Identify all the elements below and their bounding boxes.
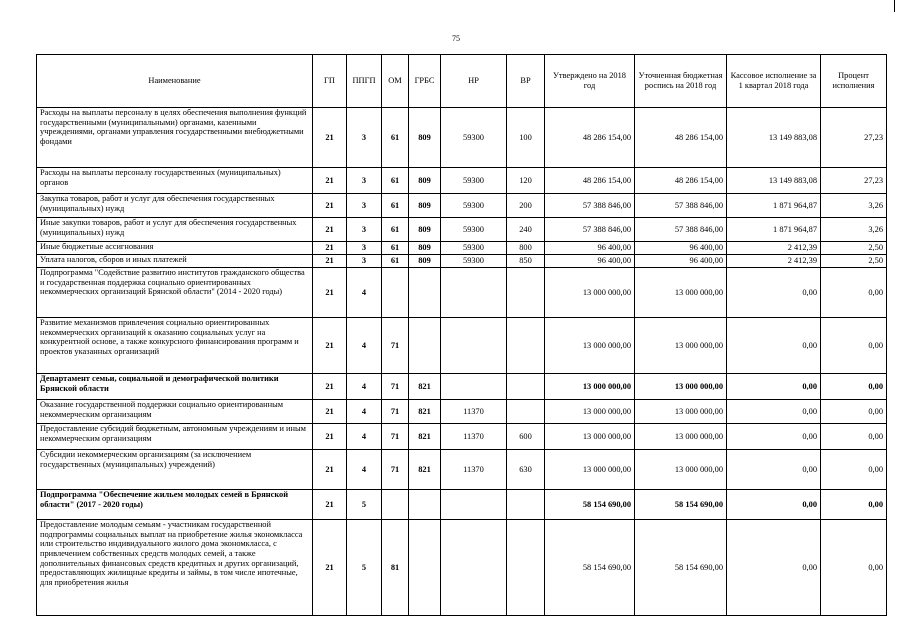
cell-name: Развитие механизмов привлечения социально ориентированных некоммерческих организаций к оказанию социальных услуг на конкурентной основе, а также конкурсного финансирования программ и проектов указанных организаций (37, 318, 313, 374)
cell-grbs: 809 (409, 255, 441, 268)
header-name: Наименование (37, 55, 313, 108)
cell-np: 59300 (441, 242, 507, 255)
cell-approved: 57 388 846,00 (545, 218, 635, 242)
cell-om: 61 (382, 218, 409, 242)
table-body (37, 108, 887, 616)
cell-grbs: 809 (409, 168, 441, 194)
cell-cash: 0,00 (727, 318, 821, 374)
header-cash: Кассовое исполнение за 1 квартал 2018 года (727, 55, 821, 108)
cell-ppgp: 5 (347, 520, 382, 616)
cell-gp: 21 (313, 218, 347, 242)
cell-om: 81 (382, 520, 409, 616)
cell-np (441, 374, 507, 400)
cell-gp: 21 (313, 374, 347, 400)
cell-np: 59300 (441, 194, 507, 218)
cell-cash: 0,00 (727, 400, 821, 424)
cell-vr: 200 (507, 194, 545, 218)
table-row (37, 242, 887, 255)
cell-vr: 100 (507, 108, 545, 168)
cell-grbs: 809 (409, 242, 441, 255)
header-grbs: ГРБС (409, 55, 441, 108)
table-row (37, 255, 887, 268)
cell-percent: 0,00 (821, 400, 887, 424)
cell-revised: 13 000 000,00 (635, 424, 727, 450)
cell-percent: 0,00 (821, 318, 887, 374)
cell-grbs: 809 (409, 108, 441, 168)
cell-cash: 0,00 (727, 520, 821, 616)
cell-gp: 21 (313, 168, 347, 194)
cell-approved: 13 000 000,00 (545, 400, 635, 424)
cell-cash: 0,00 (727, 490, 821, 520)
cell-cash: 0,00 (727, 268, 821, 318)
cell-ppgp: 4 (347, 424, 382, 450)
header-gp: ГП (313, 55, 347, 108)
cell-ppgp: 4 (347, 318, 382, 374)
cell-cash: 13 149 883,08 (727, 108, 821, 168)
header-revised: Уточненная бюджетная роспись на 2018 год (635, 55, 727, 108)
cell-vr (507, 318, 545, 374)
cell-np: 59300 (441, 108, 507, 168)
cell-revised: 13 000 000,00 (635, 450, 727, 490)
cell-name: Предоставление субсидий бюджетным, автономным учреждениям и иным некоммерческим организациям (37, 424, 313, 450)
cell-om: 71 (382, 424, 409, 450)
cell-grbs (409, 490, 441, 520)
cell-approved: 13 000 000,00 (545, 424, 635, 450)
cell-ppgp: 3 (347, 255, 382, 268)
cell-approved: 57 388 846,00 (545, 194, 635, 218)
cell-name: Предоставление молодым семьям - участникам государственной подпрограммы социальных выплат на приобретение жилья экономкласса или строительство индивидуального жилого дома экономкласса, с привлечением собственных средств молодых семей, а также дополнительных финансовых средств кредитных и других организаций, предоставляющих жилищные кредиты и займы, в том числе ипотечные, для приобретения жилья (37, 520, 313, 616)
cell-gp: 21 (313, 268, 347, 318)
cell-grbs: 821 (409, 450, 441, 490)
cell-approved: 96 400,00 (545, 242, 635, 255)
table-row (37, 318, 887, 374)
cell-revised: 13 000 000,00 (635, 318, 727, 374)
header-om: ОМ (382, 55, 409, 108)
table-row (37, 108, 887, 168)
cell-revised: 57 388 846,00 (635, 218, 727, 242)
table-row (37, 450, 887, 490)
cell-gp: 21 (313, 450, 347, 490)
cell-om: 61 (382, 194, 409, 218)
cell-grbs: 809 (409, 194, 441, 218)
cell-percent: 2,50 (821, 255, 887, 268)
cell-revised: 58 154 690,00 (635, 490, 727, 520)
cell-cash: 0,00 (727, 450, 821, 490)
cell-revised: 57 388 846,00 (635, 194, 727, 218)
table-row (37, 400, 887, 424)
cell-ppgp: 4 (347, 450, 382, 490)
cell-om (382, 490, 409, 520)
cell-approved: 13 000 000,00 (545, 374, 635, 400)
cell-name: Оказание государственной поддержки социально ориентированным некоммерческим организациям (37, 400, 313, 424)
cell-revised: 48 286 154,00 (635, 168, 727, 194)
cell-vr (507, 490, 545, 520)
table-row (37, 374, 887, 400)
cell-ppgp: 3 (347, 108, 382, 168)
cell-approved: 13 000 000,00 (545, 268, 635, 318)
cell-approved: 48 286 154,00 (545, 108, 635, 168)
cell-ppgp: 3 (347, 168, 382, 194)
cell-ppgp: 4 (347, 268, 382, 318)
cell-om: 71 (382, 318, 409, 374)
cell-revised: 48 286 154,00 (635, 108, 727, 168)
cell-np (441, 490, 507, 520)
header-percent: Процент исполнения (821, 55, 887, 108)
header-ppgp: ППГП (347, 55, 382, 108)
cell-revised: 96 400,00 (635, 255, 727, 268)
cell-gp: 21 (313, 520, 347, 616)
cell-gp: 21 (313, 490, 347, 520)
cell-approved: 58 154 690,00 (545, 490, 635, 520)
cell-grbs: 809 (409, 218, 441, 242)
cell-ppgp: 4 (347, 400, 382, 424)
cell-grbs: 821 (409, 374, 441, 400)
cell-np: 59300 (441, 218, 507, 242)
cell-percent: 0,00 (821, 490, 887, 520)
cell-percent: 3,26 (821, 218, 887, 242)
cell-name: Закупка товаров, работ и услуг для обеспечения государственных (муниципальных) нужд (37, 194, 313, 218)
cell-ppgp: 3 (347, 218, 382, 242)
cell-cash: 2 412,39 (727, 242, 821, 255)
cell-name: Подпрограмма "Обеспечение жильем молодых семей в Брянской области" (2017 - 2020 годы) (37, 490, 313, 520)
table-row (37, 268, 887, 318)
edge-mark (894, 0, 895, 12)
cell-vr: 800 (507, 242, 545, 255)
cell-vr: 630 (507, 450, 545, 490)
cell-percent: 0,00 (821, 268, 887, 318)
cell-gp: 21 (313, 255, 347, 268)
header-approved: Утверждено на 2018 год (545, 55, 635, 108)
cell-vr: 850 (507, 255, 545, 268)
cell-gp: 21 (313, 400, 347, 424)
cell-percent: 0,00 (821, 450, 887, 490)
cell-ppgp: 4 (347, 374, 382, 400)
budget-table (36, 54, 887, 616)
cell-np: 59300 (441, 168, 507, 194)
cell-gp: 21 (313, 424, 347, 450)
cell-grbs (409, 520, 441, 616)
cell-om: 61 (382, 255, 409, 268)
cell-approved: 48 286 154,00 (545, 168, 635, 194)
cell-grbs: 821 (409, 400, 441, 424)
cell-cash: 1 871 964,87 (727, 218, 821, 242)
cell-gp: 21 (313, 318, 347, 374)
cell-cash: 1 871 964,87 (727, 194, 821, 218)
cell-vr: 600 (507, 424, 545, 450)
cell-np (441, 520, 507, 616)
table-row (37, 520, 887, 616)
cell-gp: 21 (313, 242, 347, 255)
cell-np (441, 318, 507, 374)
cell-name: Субсидии некоммерческим организациям (за исключением государственных (муниципальных) учреждений) (37, 450, 313, 490)
cell-percent: 0,00 (821, 374, 887, 400)
cell-vr (507, 268, 545, 318)
cell-gp: 21 (313, 108, 347, 168)
cell-percent: 3,26 (821, 194, 887, 218)
cell-percent: 0,00 (821, 424, 887, 450)
cell-name: Иные бюджетные ассигнования (37, 242, 313, 255)
cell-percent: 27,23 (821, 108, 887, 168)
cell-grbs (409, 318, 441, 374)
cell-vr (507, 520, 545, 616)
table-row (37, 490, 887, 520)
table-row (37, 194, 887, 218)
cell-vr (507, 374, 545, 400)
table-row (37, 218, 887, 242)
cell-om (382, 268, 409, 318)
cell-np: 59300 (441, 255, 507, 268)
cell-approved: 58 154 690,00 (545, 520, 635, 616)
cell-revised: 58 154 690,00 (635, 520, 727, 616)
cell-approved: 13 000 000,00 (545, 318, 635, 374)
cell-om: 61 (382, 242, 409, 255)
cell-ppgp: 3 (347, 194, 382, 218)
cell-grbs: 821 (409, 424, 441, 450)
cell-cash: 2 412,39 (727, 255, 821, 268)
cell-approved: 13 000 000,00 (545, 450, 635, 490)
cell-revised: 96 400,00 (635, 242, 727, 255)
cell-ppgp: 3 (347, 242, 382, 255)
cell-np (441, 268, 507, 318)
cell-om: 71 (382, 374, 409, 400)
page-number: 75 (452, 34, 460, 43)
table-row (37, 168, 887, 194)
cell-cash: 0,00 (727, 374, 821, 400)
cell-percent: 0,00 (821, 520, 887, 616)
cell-om: 71 (382, 400, 409, 424)
cell-approved: 96 400,00 (545, 255, 635, 268)
cell-om: 61 (382, 168, 409, 194)
table-row (37, 424, 887, 450)
cell-om: 71 (382, 450, 409, 490)
cell-revised: 13 000 000,00 (635, 400, 727, 424)
cell-name: Расходы на выплаты персоналу в целях обеспечения выполнения функций государственными (муниципальными) органами, казенными учреждениями, органами управления государственными внебюджетными фондами (37, 108, 313, 168)
cell-np: 11370 (441, 400, 507, 424)
cell-np: 11370 (441, 450, 507, 490)
cell-percent: 27,23 (821, 168, 887, 194)
cell-ppgp: 5 (347, 490, 382, 520)
cell-revised: 13 000 000,00 (635, 268, 727, 318)
header-vr: ВР (507, 55, 545, 108)
cell-name: Уплата налогов, сборов и иных платежей (37, 255, 313, 268)
cell-grbs (409, 268, 441, 318)
cell-revised: 13 000 000,00 (635, 374, 727, 400)
cell-name: Иные закупки товаров, работ и услуг для обеспечения государственных (муниципальных) нужд (37, 218, 313, 242)
header-row (37, 55, 887, 108)
cell-name: Расходы на выплаты персоналу государственных (муниципальных) органов (37, 168, 313, 194)
cell-name: Департамент семьи, социальной и демографической политики Брянской области (37, 374, 313, 400)
cell-name: Подпрограмма "Содействие развитию институтов гражданского общества и государственная поддержка социально ориентированных некоммерческих организаций Брянской области" (2014 - 2020 годы) (37, 268, 313, 318)
cell-vr: 120 (507, 168, 545, 194)
cell-vr (507, 400, 545, 424)
cell-percent: 2,50 (821, 242, 887, 255)
cell-vr: 240 (507, 218, 545, 242)
cell-cash: 13 149 883,08 (727, 168, 821, 194)
header-np: НР (441, 55, 507, 108)
cell-gp: 21 (313, 194, 347, 218)
cell-cash: 0,00 (727, 424, 821, 450)
cell-om: 61 (382, 108, 409, 168)
cell-np: 11370 (441, 424, 507, 450)
